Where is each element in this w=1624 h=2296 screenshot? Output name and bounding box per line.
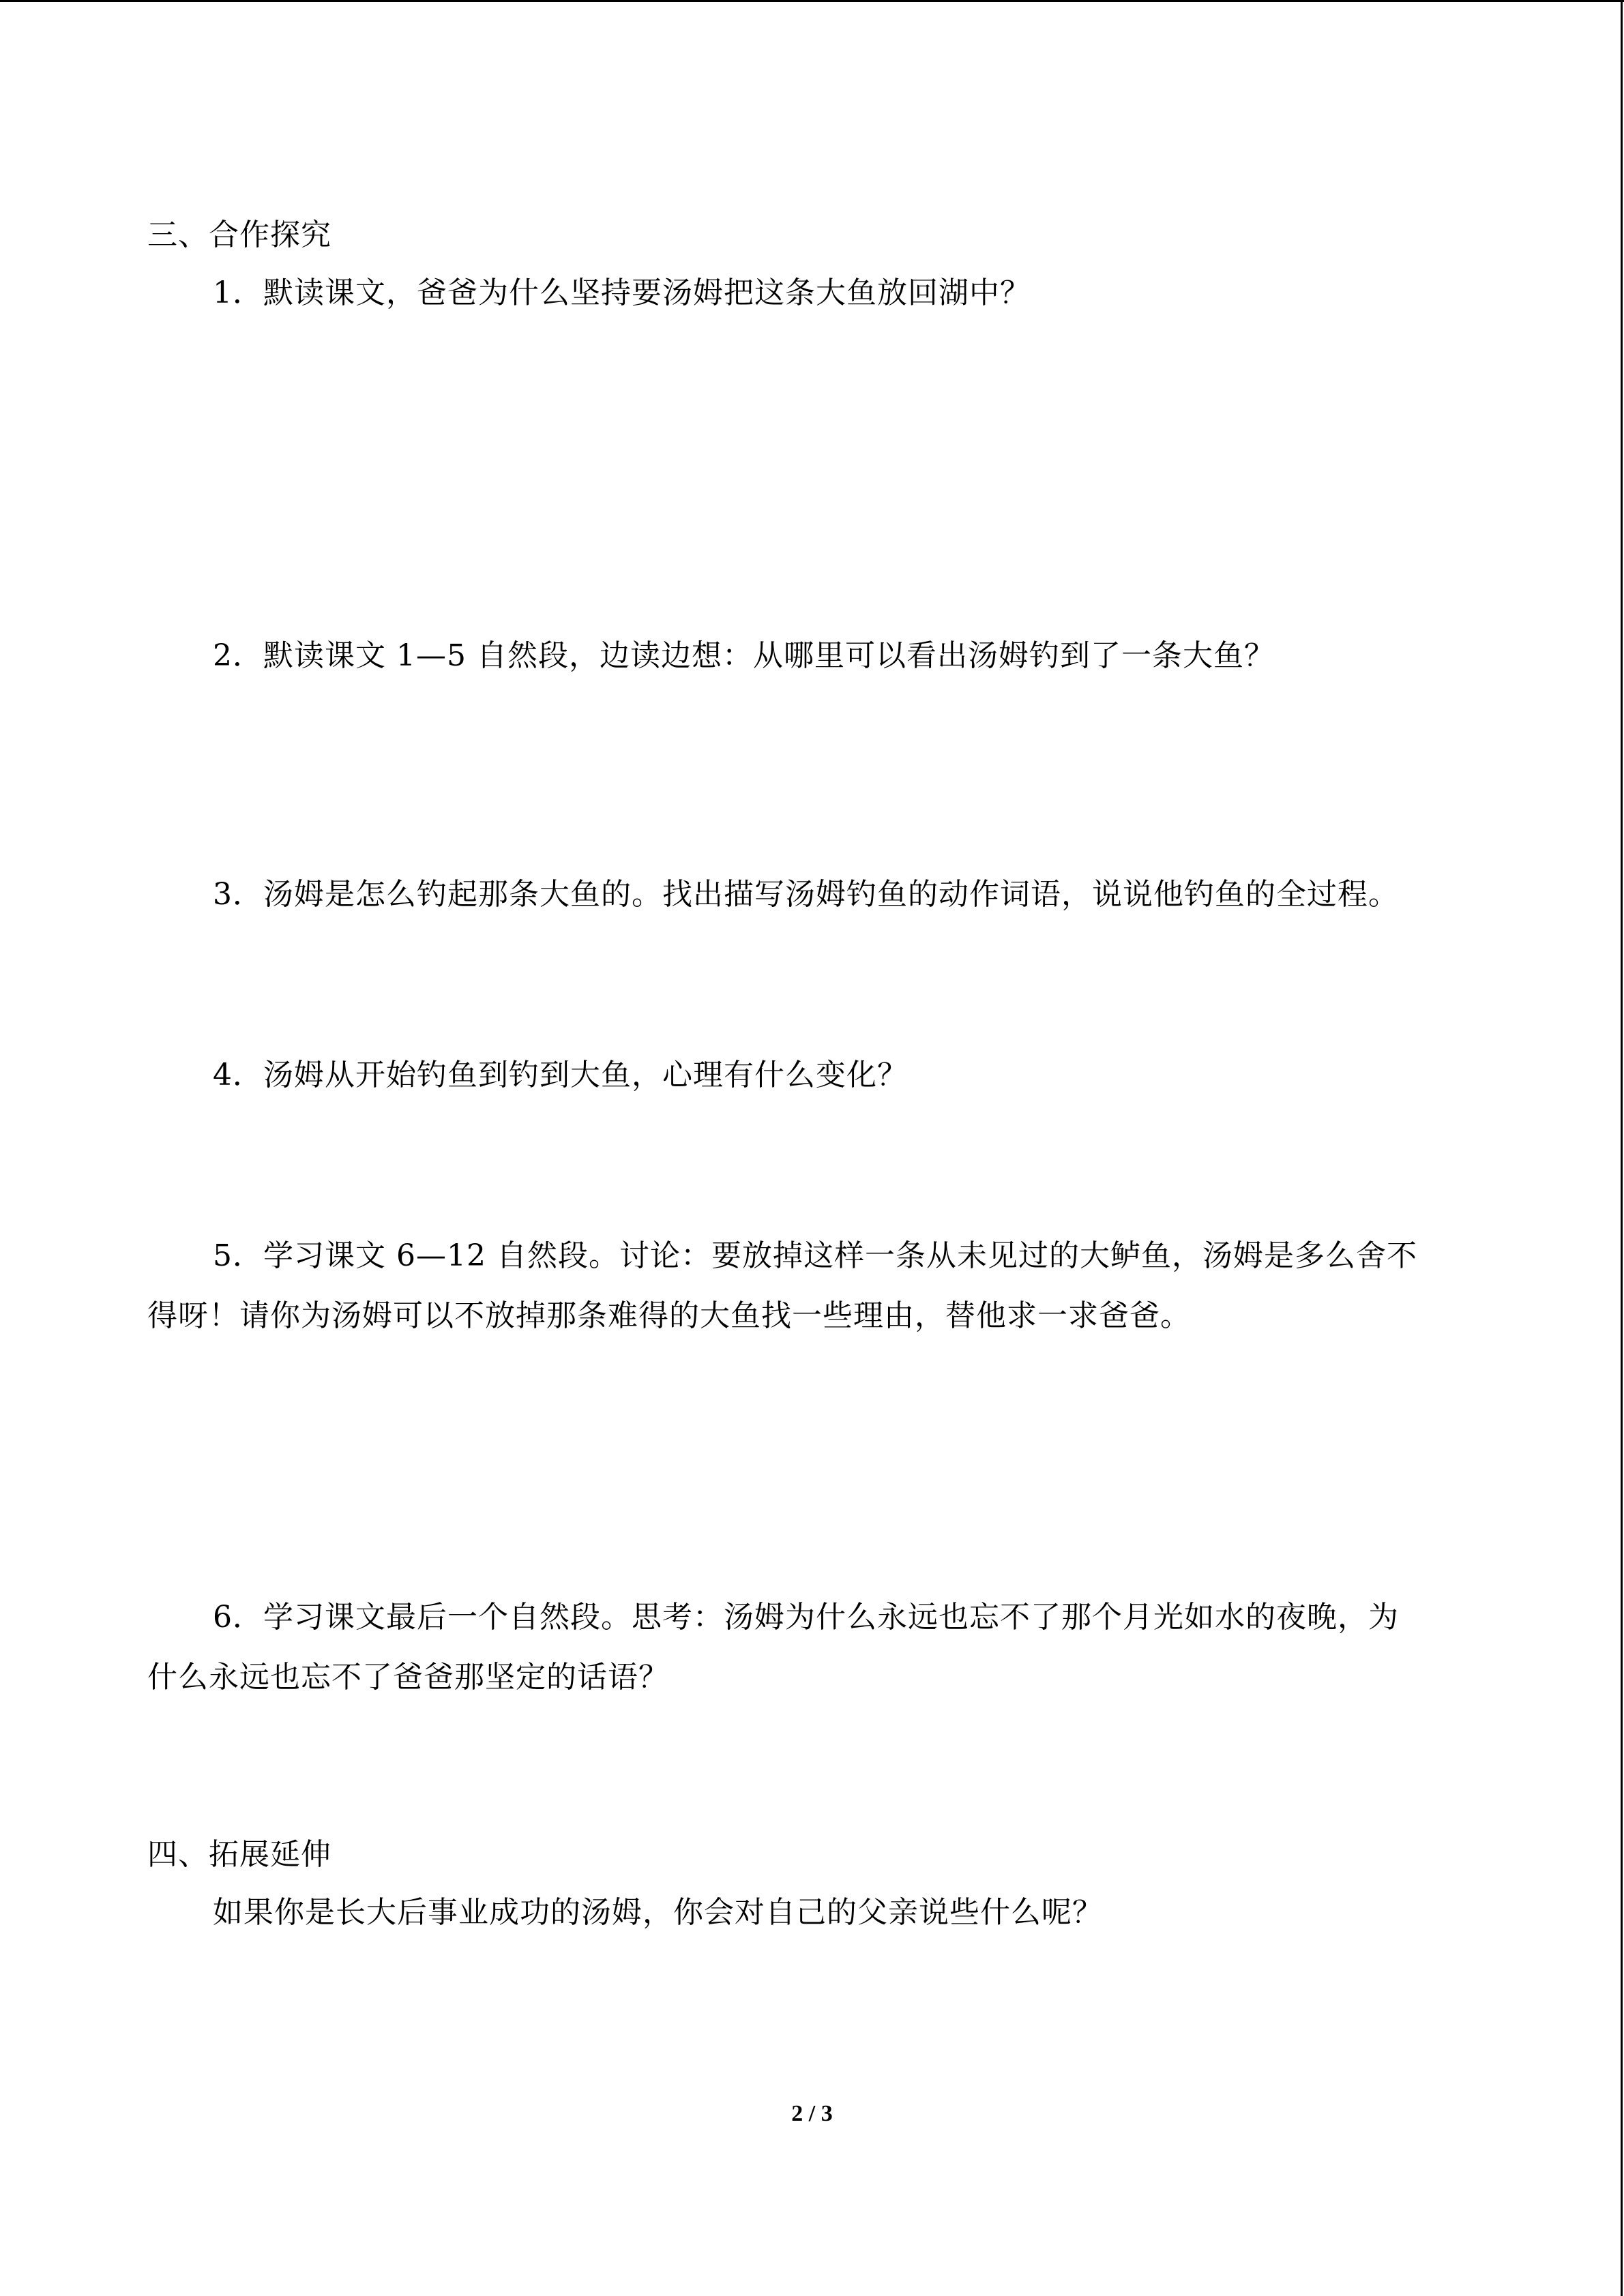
question-5-line-2: 得呀！请你为汤姆可以不放掉那条难得的大鱼找一些理由，替他求一求爸爸。: [147, 1298, 1191, 1333]
page-right-border: [1621, 0, 1623, 2296]
section-heading: 四、拓展延伸: [147, 1837, 331, 1872]
question-4: 4．汤姆从开始钓鱼到钓到大鱼，心理有什么变化？: [213, 1058, 908, 1092]
page-top-border: [0, 0, 1624, 2]
question-2: 2．默读课文 1—5 自然段，边读边想：从哪里可以看出汤姆钓到了一条大鱼？: [213, 638, 1275, 673]
section-heading: 三、合作探究: [147, 218, 331, 252]
question-3: 3．汤姆是怎么钓起那条大鱼的。找出描写汤姆钓鱼的动作词语，说说他钓鱼的全过程。: [213, 877, 1399, 912]
extension-question: 如果你是长大后事业成功的汤姆，你会对自己的父亲说些什么呢？: [213, 1895, 1103, 1930]
question-5-line-1: 5．学习课文 6—12 自然段。讨论：要放掉这样一条从未见过的大鲈鱼，汤姆是多么舍不: [213, 1238, 1417, 1273]
question-6-line-2: 什么永远也忘不了爸爸那坚定的话语？: [147, 1660, 669, 1695]
question-1: 1．默读课文，爸爸为什么坚持要汤姆把这条大鱼放回湖中？: [213, 275, 1031, 310]
question-6-line-1: 6．学习课文最后一个自然段。思考：汤姆为什么永远也忘不了那个月光如水的夜晚，为: [213, 1600, 1399, 1635]
page-number: 2 / 3: [791, 2101, 833, 2126]
